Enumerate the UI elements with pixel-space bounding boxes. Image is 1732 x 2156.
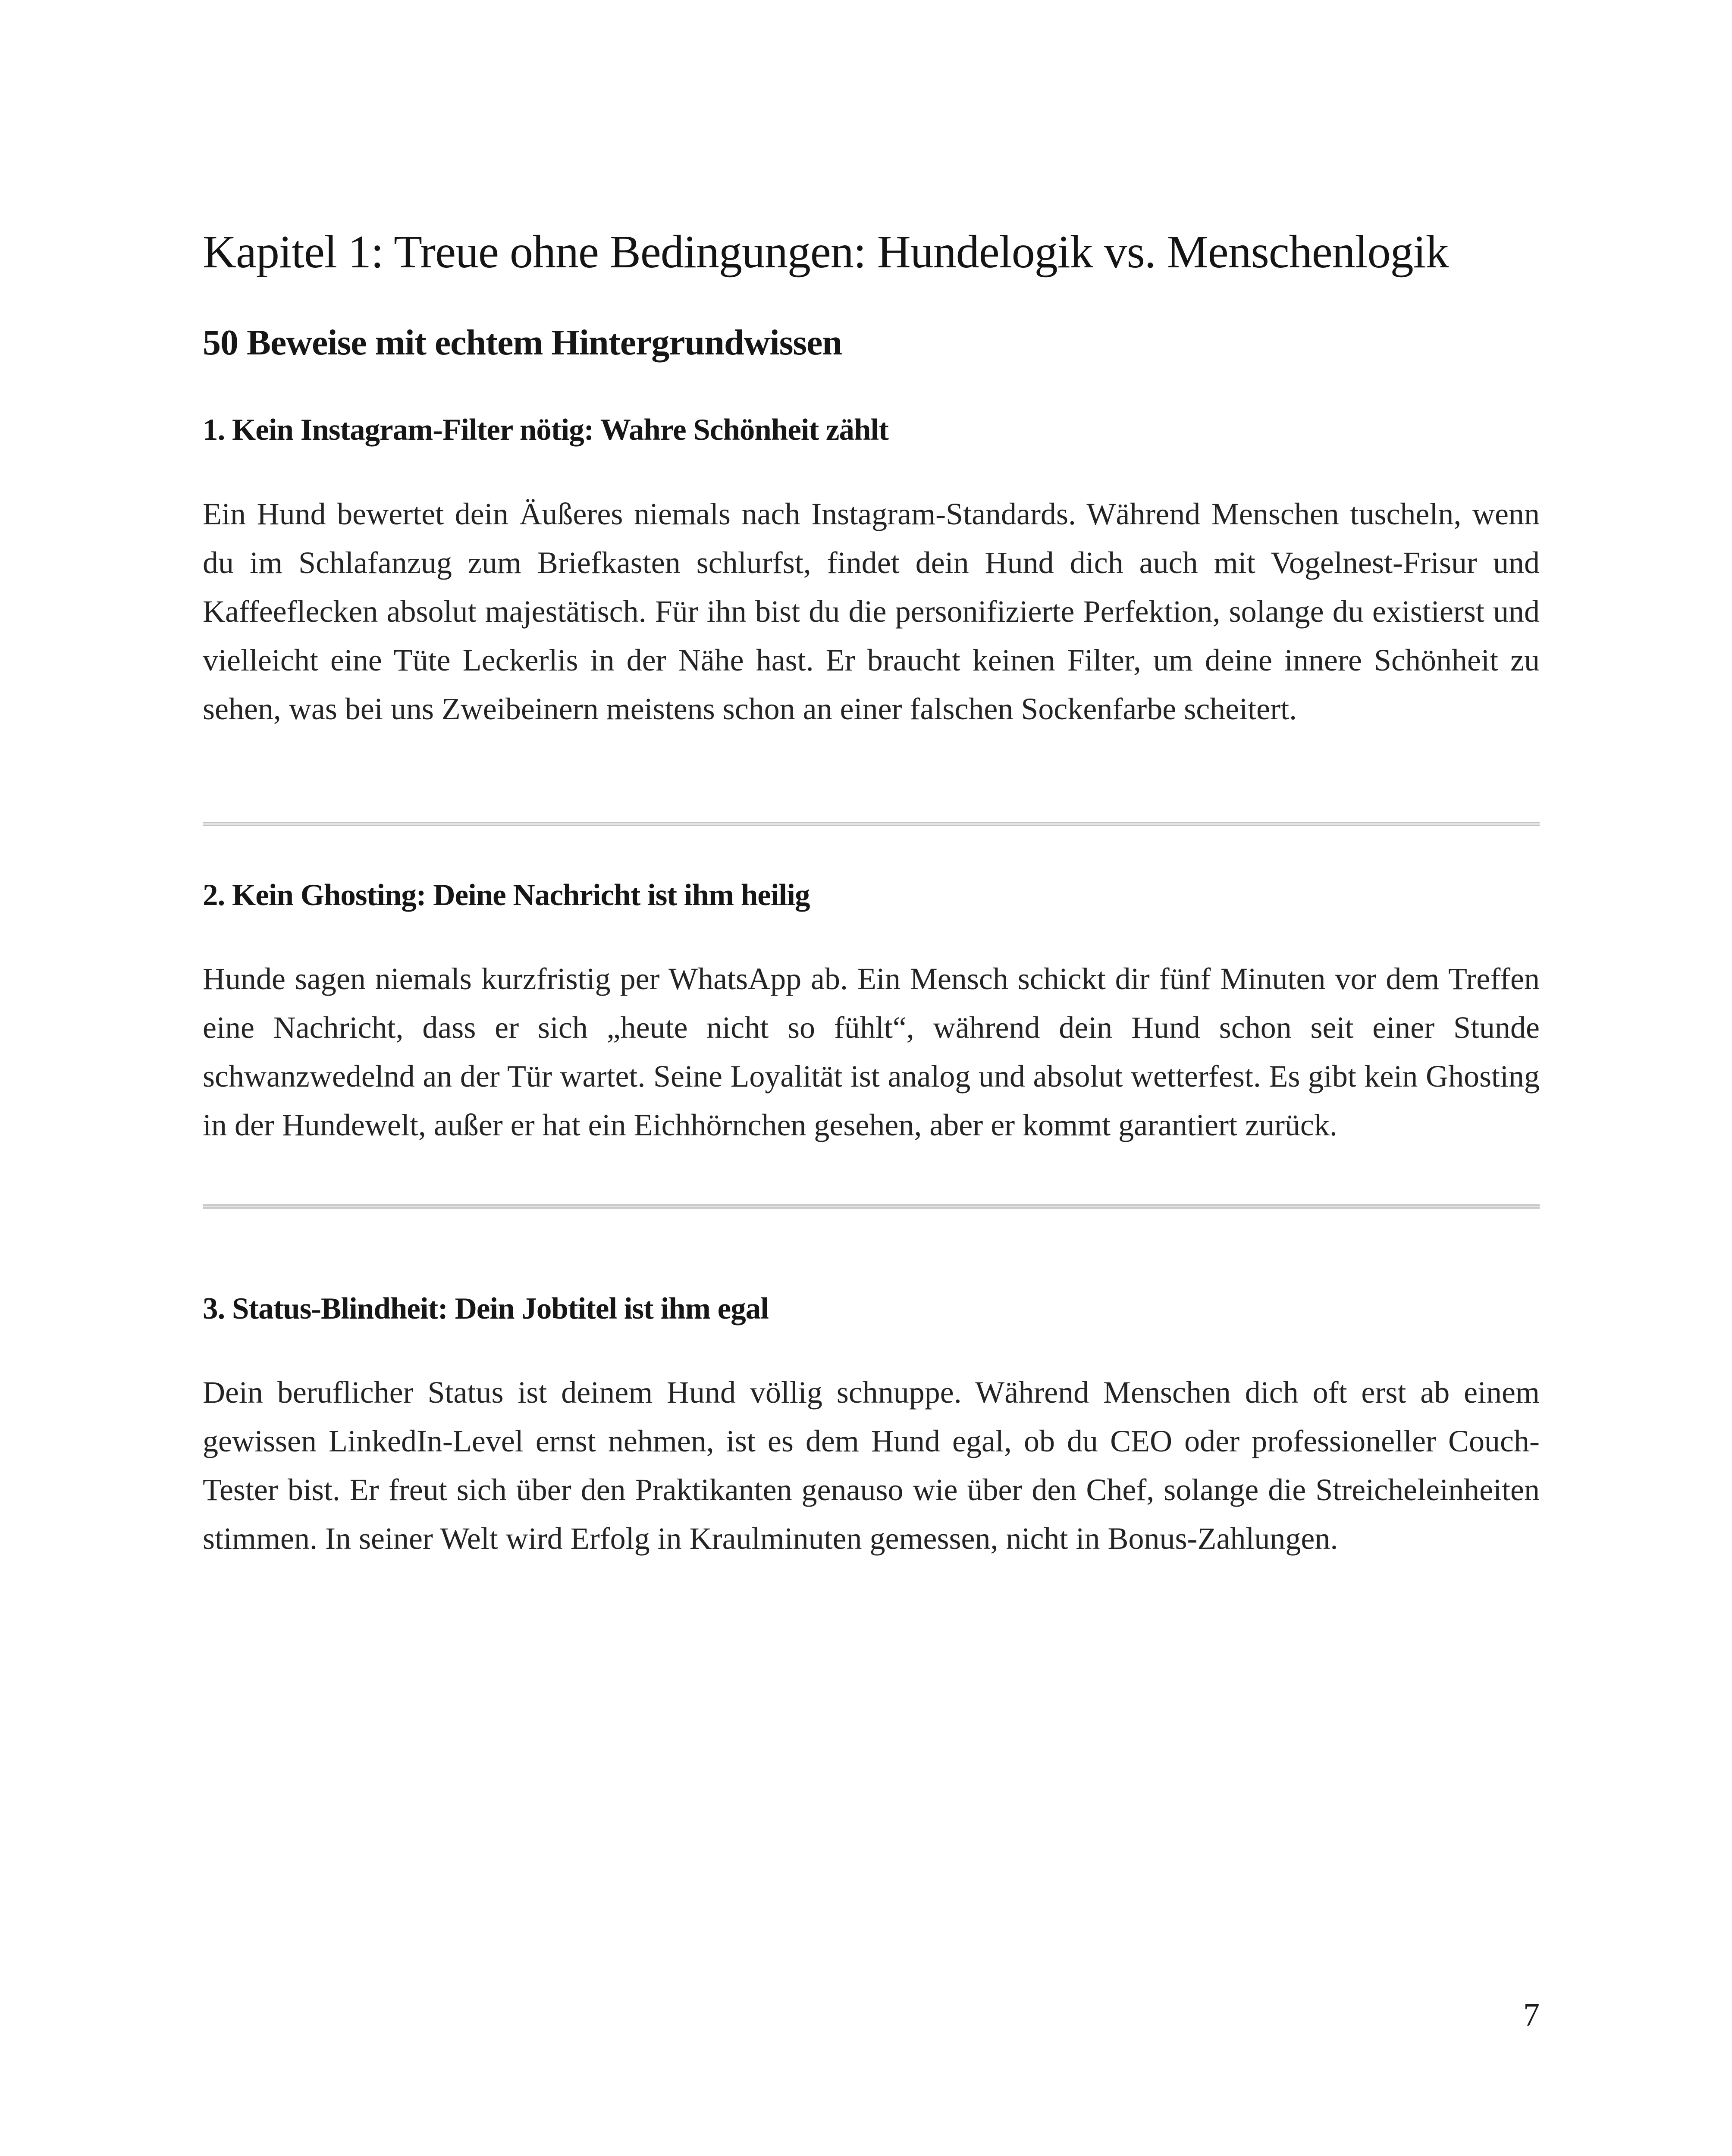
section-divider bbox=[203, 1204, 1540, 1209]
section-3-heading: 3. Status-Blindheit: Dein Jobtitel ist ihm egal bbox=[203, 1291, 769, 1326]
section-divider bbox=[203, 822, 1540, 826]
section-3-paragraph: Dein beruflicher Status ist deinem Hund völlig schnuppe. Während Menschen dich oft erst ab einem gewissen LinkedIn-Level ernst nehmen, ist es dem Hund egal, ob du CEO oder professioneller Couch-Tester bist. Er freut sich über den Praktikanten genauso wie über den Chef, solange die Streicheleinheiten stimmen. In seiner Welt wird Erfolg in Kraulminuten gemessen, nicht in Bonus-Zahlungen. bbox=[203, 1375, 1540, 1556]
page-content bbox=[203, 224, 1540, 1563]
section-2-paragraph: Hunde sagen niemals kurzfristig per WhatsApp ab. Ein Mensch schickt dir fünf Minuten vor dem Treffen eine Nachricht, dass er sich „heute nicht so fühlt“, während dein Hund schon seit einer Stunde schwanzwedelnd an der Tür wartet. Seine Loyalität ist analog und absolut wetterfest. Es gibt kein Ghosting in der Hundewelt, außer er hat ein Eichhörnchen gesehen, aber er kommt garantiert zurück. bbox=[203, 961, 1540, 1142]
section-1-heading: 1. Kein Instagram-Filter nötig: Wahre Schönheit zählt bbox=[203, 413, 888, 447]
chapter-title: Kapitel 1: Treue ohne Bedingungen: Hundelogik vs. Menschenlogik bbox=[203, 226, 1449, 278]
section-2-heading: 2. Kein Ghosting: Deine Nachricht ist ihm heilig bbox=[203, 878, 810, 912]
page-number: 7 bbox=[1523, 1997, 1540, 2033]
chapter-subtitle: 50 Beweise mit echtem Hintergrundwissen bbox=[203, 322, 842, 363]
section-1-paragraph: Ein Hund bewertet dein Äußeres niemals nach Instagram-Standards. Während Menschen tuscheln, wenn du im Schlafanzug zum Briefkasten schlurfst, findet dein Hund dich auch mit Vogelnest-Frisur und Kaffeeflecken absolut majestätisch. Für ihn bist du die personifizierte Perfektion, solange du existierst und vielleicht eine Tüte Leckerlis in der Nähe hast. Er braucht keinen Filter, um deine innere Schönheit zu sehen, was bei uns Zweibeinern meistens schon an einer falschen Sockenfarbe scheitert. bbox=[203, 496, 1540, 726]
